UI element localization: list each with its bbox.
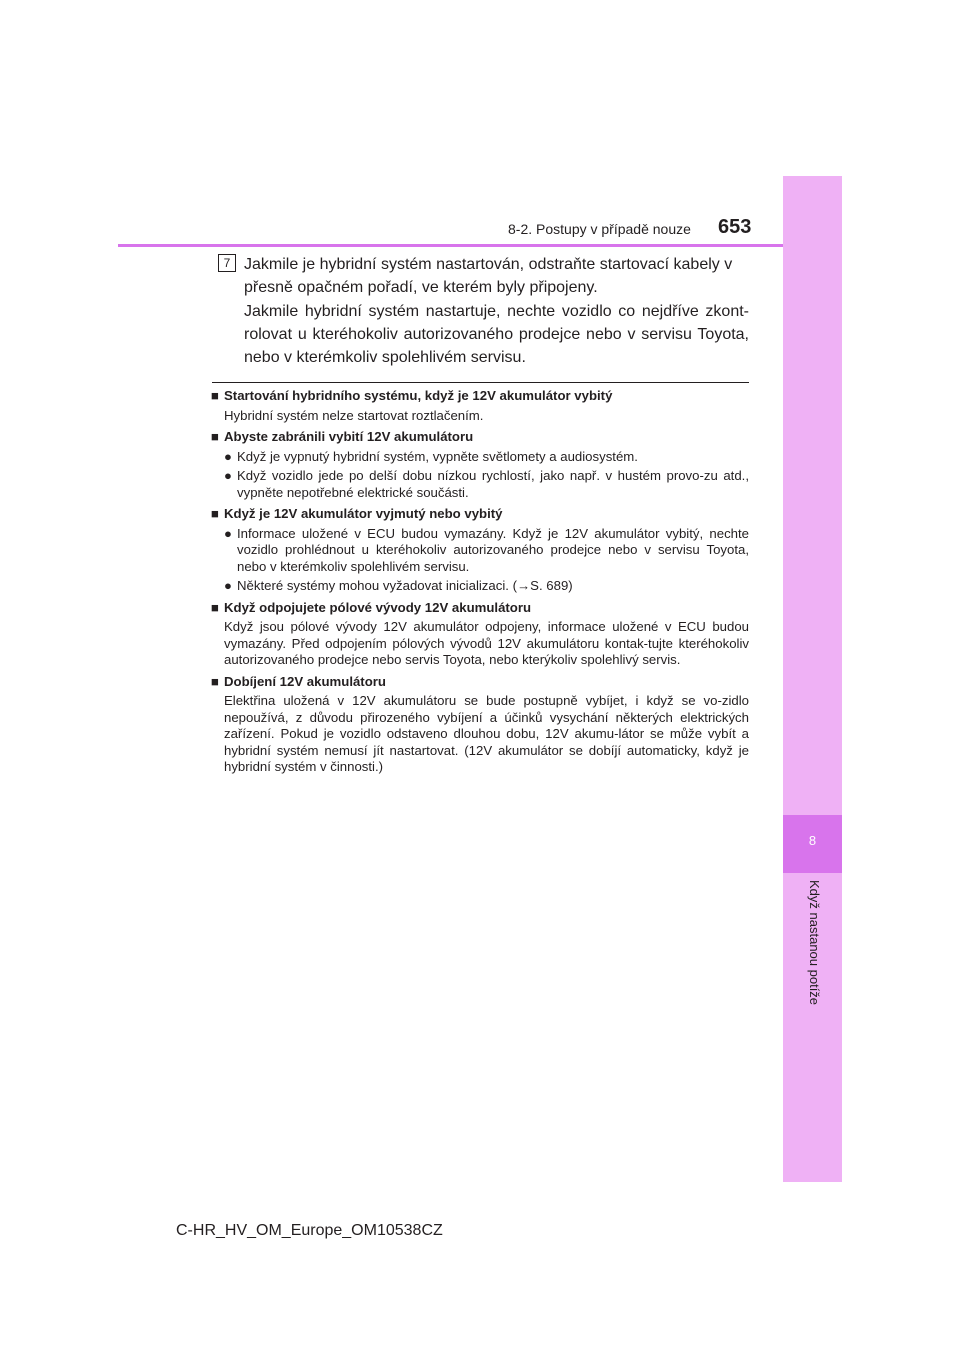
note-bullet-item (224, 468, 749, 501)
chapter-title: Když nastanou potíže (807, 880, 822, 1006)
note-paragraph: Elektřina uložená v 12V akumulátoru se bude postupně vybíjet, i když se vo-zidlo nepoužívá, z důvodu přirozeného vybíjení a účinků vysychání některých elektrických zařízení. Pokud je vozidlo odstaveno dlouhou dobu, 12V akumu-látor se může vybít a hybridní systém nemusí jít nastartovat. (12V akumulátor se dobíjí automaticky, když je hybridní systém v činnosti.) (224, 693, 749, 774)
bullet-text: Informace uložené v ECU budou vymazány. Když je 12V akumulátor vybitý, nechte vozidlo prohlédnout u kteréhokoliv autorizovaného prodejce nebo v servisu Toyota, nebo v kterémkoliv spolehlivém servisu. (237, 525, 749, 574)
square-bullet-icon: ■ (211, 506, 219, 521)
circle-bullet-icon: ● (224, 448, 232, 464)
note-heading-text: Když je 12V akumulátor vyjmutý nebo vybitý (224, 506, 503, 521)
square-bullet-icon: ■ (211, 599, 219, 615)
circle-bullet-icon: ● (224, 578, 232, 593)
chapter-number: 8 (808, 833, 817, 848)
note-heading (211, 674, 749, 691)
notes-section (211, 388, 749, 776)
note-bullet-item (224, 526, 749, 576)
document-code: C-HR_HV_OM_Europe_OM10538CZ (176, 1222, 443, 1239)
bullet-text: Některé systémy mohou vyžadovat inicializaci. (→S. 689) (237, 578, 573, 593)
header-divider (118, 244, 783, 247)
circle-bullet-icon: ● (224, 525, 232, 541)
circle-bullet-icon: ● (224, 468, 232, 483)
note-heading-text: Když odpojujete pólové vývody 12V akumulátoru (224, 599, 532, 615)
section-title: 8-2. Postupy v případě nouze (508, 221, 691, 237)
bullet-text: Když vozidlo jede po delší dobu nízkou rychlostí, jako např. v hustém provo-zu atd., vypněte nepotřebné elektrické součásti. (237, 468, 749, 500)
note-paragraph: Hybridní systém nelze startovat roztlačením. (224, 407, 484, 423)
step-instruction: Jakmile je hybridní systém nastartován, odstraňte startovací kabely v přesně opačném pořadí, ve kterém byly připojeny. (244, 256, 733, 296)
square-bullet-icon: ■ (211, 673, 219, 689)
page-number: 653 (718, 216, 752, 238)
note-heading-text: Dobíjení 12V akumulátoru (224, 673, 386, 689)
chapter-title-tab (783, 880, 842, 1140)
note-heading-text: Startování hybridního systému, když je 12V akumulátor vybitý (224, 388, 613, 403)
note-heading (211, 388, 749, 405)
notes-divider (212, 382, 749, 383)
step-follow-up: Jakmile hybridní systém nastartuje, nechte vozidlo co nejdříve zkont-rolovat u kteréhokoliv autorizovaného prodejce nebo v servisu Toyota, nebo v kterémkoliv spolehlivém servisu. (244, 303, 749, 366)
square-bullet-icon: ■ (211, 388, 219, 403)
step-number-box: 7 (218, 254, 236, 272)
bullet-text: Když je vypnutý hybridní systém, vypněte světlomety a audiosystém. (237, 448, 638, 464)
chapter-number-tab (783, 815, 842, 873)
note-heading (211, 506, 749, 523)
note-bullet-item (224, 578, 749, 595)
square-bullet-icon: ■ (211, 429, 219, 444)
note-paragraph: Když jsou pólové vývody 12V akumulátor odpojeny, informace uložené v ECU budou vymazány. Před odpojením pólových vývodů 12V akumulátoru kontak-tujte kteréhokoliv autorizovaného prodejce nebo servis Toyota, nebo kterýkoliv spolehlivý servis. (224, 619, 749, 667)
note-heading (211, 600, 749, 617)
note-heading (211, 429, 749, 446)
note-heading-text: Abyste zabránili vybití 12V akumulátoru (224, 429, 474, 444)
note-bullet-item (224, 449, 749, 466)
